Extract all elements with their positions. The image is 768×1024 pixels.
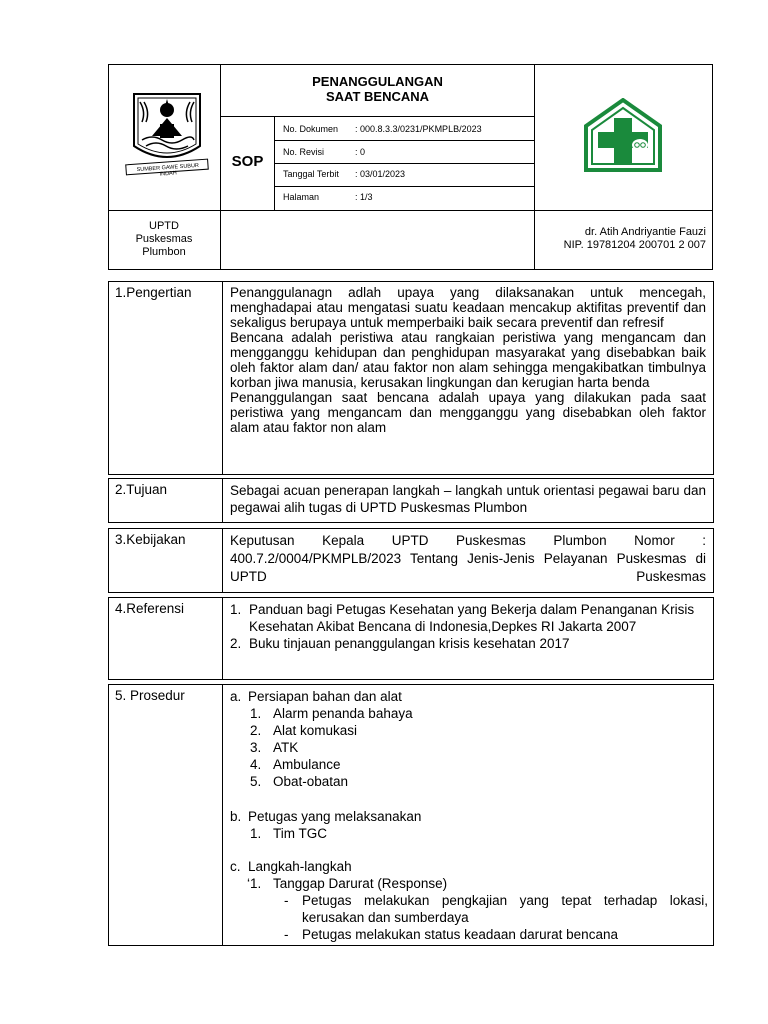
list-number: 1. xyxy=(250,826,262,841)
list-number: 3. xyxy=(250,740,262,755)
pengertian-text xyxy=(230,285,706,435)
section-label: 3.Kebijakan xyxy=(115,532,186,547)
meta-value: : 000.8.3.3/0231/PKMPLB/2023 xyxy=(355,124,482,134)
org-line: Puskesmas xyxy=(135,233,193,245)
step-letter: b. xyxy=(230,809,242,824)
meta-label: Halaman xyxy=(283,192,320,202)
step-letter: a. xyxy=(230,689,242,704)
section-label: 1.Pengertian xyxy=(115,285,192,300)
bullet-item xyxy=(284,926,708,943)
list-number: 2. xyxy=(250,723,262,738)
step-c-bullets xyxy=(284,892,708,943)
step-title: Langkah-langkah xyxy=(248,859,352,874)
column-divider xyxy=(222,684,223,946)
list-text: Tanggap Darurat (Response) xyxy=(273,876,448,891)
list-item xyxy=(250,705,413,722)
meta-label: No. Dokumen xyxy=(283,124,339,134)
section-label: 4.Referensi xyxy=(115,601,185,616)
paragraph: Penanggulanagn adlah upaya yang dilaksanakan untuk mencegah, menghadapai atau mengatasi suatu keadaan mencakup aktifitas preventif dan sekaligus berupaya untuk memperbaiki baik secara preventif dan refresif xyxy=(230,285,706,330)
organization-name xyxy=(108,220,220,259)
list-text: Buku tinjauan penanggulangan krisis kesehatan 2017 xyxy=(249,636,570,651)
org-line: UPTD xyxy=(149,220,179,232)
list-number: 4. xyxy=(250,757,262,772)
column-divider xyxy=(222,281,223,475)
kebijakan-text xyxy=(230,532,706,586)
column-divider xyxy=(222,478,223,523)
bullet-mark: - xyxy=(284,927,289,942)
list-item xyxy=(230,601,708,635)
column-divider xyxy=(222,528,223,593)
signer-name: dr. Atih Andriyantie Fauzi xyxy=(584,226,706,238)
signature-block xyxy=(564,226,706,252)
section-label: 2.Tujuan xyxy=(115,482,168,497)
meta-value: : 1/3 xyxy=(355,192,373,202)
bullet-text: Petugas melakukan status keadaan darurat bencana xyxy=(302,927,618,942)
step-a-list xyxy=(250,705,413,790)
tujuan-text: Sebagai acuan penerapan langkah – langkah untuk orientasi pegawai baru dan pegawai alih tugas di UPTD Puskesmas Plumbon xyxy=(230,483,706,515)
step-c xyxy=(230,858,352,875)
meta-value: : 0 xyxy=(355,147,366,157)
list-number: 2. xyxy=(230,636,242,651)
meta-label: Tanggal Terbit xyxy=(283,169,339,179)
header-divider xyxy=(274,140,534,141)
step-title: Petugas yang melaksanakan xyxy=(248,809,422,824)
column-divider xyxy=(222,597,223,680)
list-item xyxy=(230,635,708,652)
list-text: Panduan bagi Petugas Kesehatan yang Bekerja dalam Penanganan Krisis Kesehatan Akibat Bencana di Indonesia,Depkes RI Jakarta 2007 xyxy=(249,602,695,634)
kebijakan-body: Keputusan Kepala UPTD Puskesmas Plumbon Nomor : 400.7.2/0004/PKMPLB/2023 Tentang Jenis-Jenis Pelayanan Puskesmas di UPTD Puskesmas xyxy=(230,533,706,584)
step-title: Persiapan bahan dan alat xyxy=(248,689,402,704)
meta-label: No. Revisi xyxy=(283,147,325,157)
bullet-text: Petugas melakukan pengkajian yang tepat terhadap lokasi, kerusakan dan sumberdaya xyxy=(302,893,708,925)
list-item xyxy=(250,756,413,773)
section-label: 5. Prosedur xyxy=(115,688,185,703)
list-text: Alarm penanda bahaya xyxy=(273,706,413,721)
bullet-item xyxy=(284,892,708,926)
paragraph: Penanggulangan saat bencana adalah upaya yang dilakukan pada saat peristiwa yang mengancam dan mengganggu yang disebabkan oleh faktor alam atau faktor non alam xyxy=(230,390,706,435)
header-divider xyxy=(274,163,534,164)
header-divider xyxy=(108,210,713,211)
list-text: ATK xyxy=(273,740,299,755)
meta-value: : 03/01/2023 xyxy=(355,169,406,179)
list-item xyxy=(250,739,413,756)
list-number: 1. xyxy=(230,602,242,617)
step-letter: c. xyxy=(230,859,241,874)
signer-nip: NIP. 19781204 200701 2 007 xyxy=(563,239,706,251)
step-b xyxy=(230,808,421,825)
step-c-sub xyxy=(247,875,447,892)
list-number: 1. xyxy=(250,706,262,721)
list-text: Obat-obatan xyxy=(273,774,349,789)
list-text: Tim TGC xyxy=(273,826,327,841)
list-number: 5. xyxy=(250,774,262,789)
org-line: Plumbon xyxy=(142,246,186,258)
step-b-list xyxy=(250,825,327,842)
title-line-1: PENANGGULANGAN xyxy=(312,74,443,89)
list-text: Alat komukasi xyxy=(273,723,358,738)
list-item xyxy=(250,773,413,790)
header-divider xyxy=(534,64,535,270)
header-divider xyxy=(274,186,534,187)
referensi-list xyxy=(230,601,708,652)
paragraph: Bencana adalah peristiwa atau rangkaian peristiwa yang mengancam dan mengganggu kehidupan dan penghidupan masyarakat yang disebabkan baik oleh faktor alam dan/ atau faktor non alam sehingga mengakibatkan timbulnya korban jiwa manusia, kerusakan lingkungan dan kerugian harta benda xyxy=(230,330,706,390)
emblem-motto: SUMBER GAWE SUBUR INDAH xyxy=(136,162,200,178)
list-number: ‘1. xyxy=(247,876,262,891)
list-item xyxy=(250,722,413,739)
header-divider xyxy=(220,116,534,117)
title-line-2: SAAT BENCANA xyxy=(325,89,430,104)
puskesmas-logo xyxy=(584,98,662,172)
step-a xyxy=(230,688,402,705)
bullet-mark: - xyxy=(284,893,289,908)
sop-label: SOP xyxy=(231,153,264,170)
list-text: Ambulance xyxy=(273,757,341,772)
document-title xyxy=(221,74,534,104)
list-item xyxy=(250,825,327,842)
